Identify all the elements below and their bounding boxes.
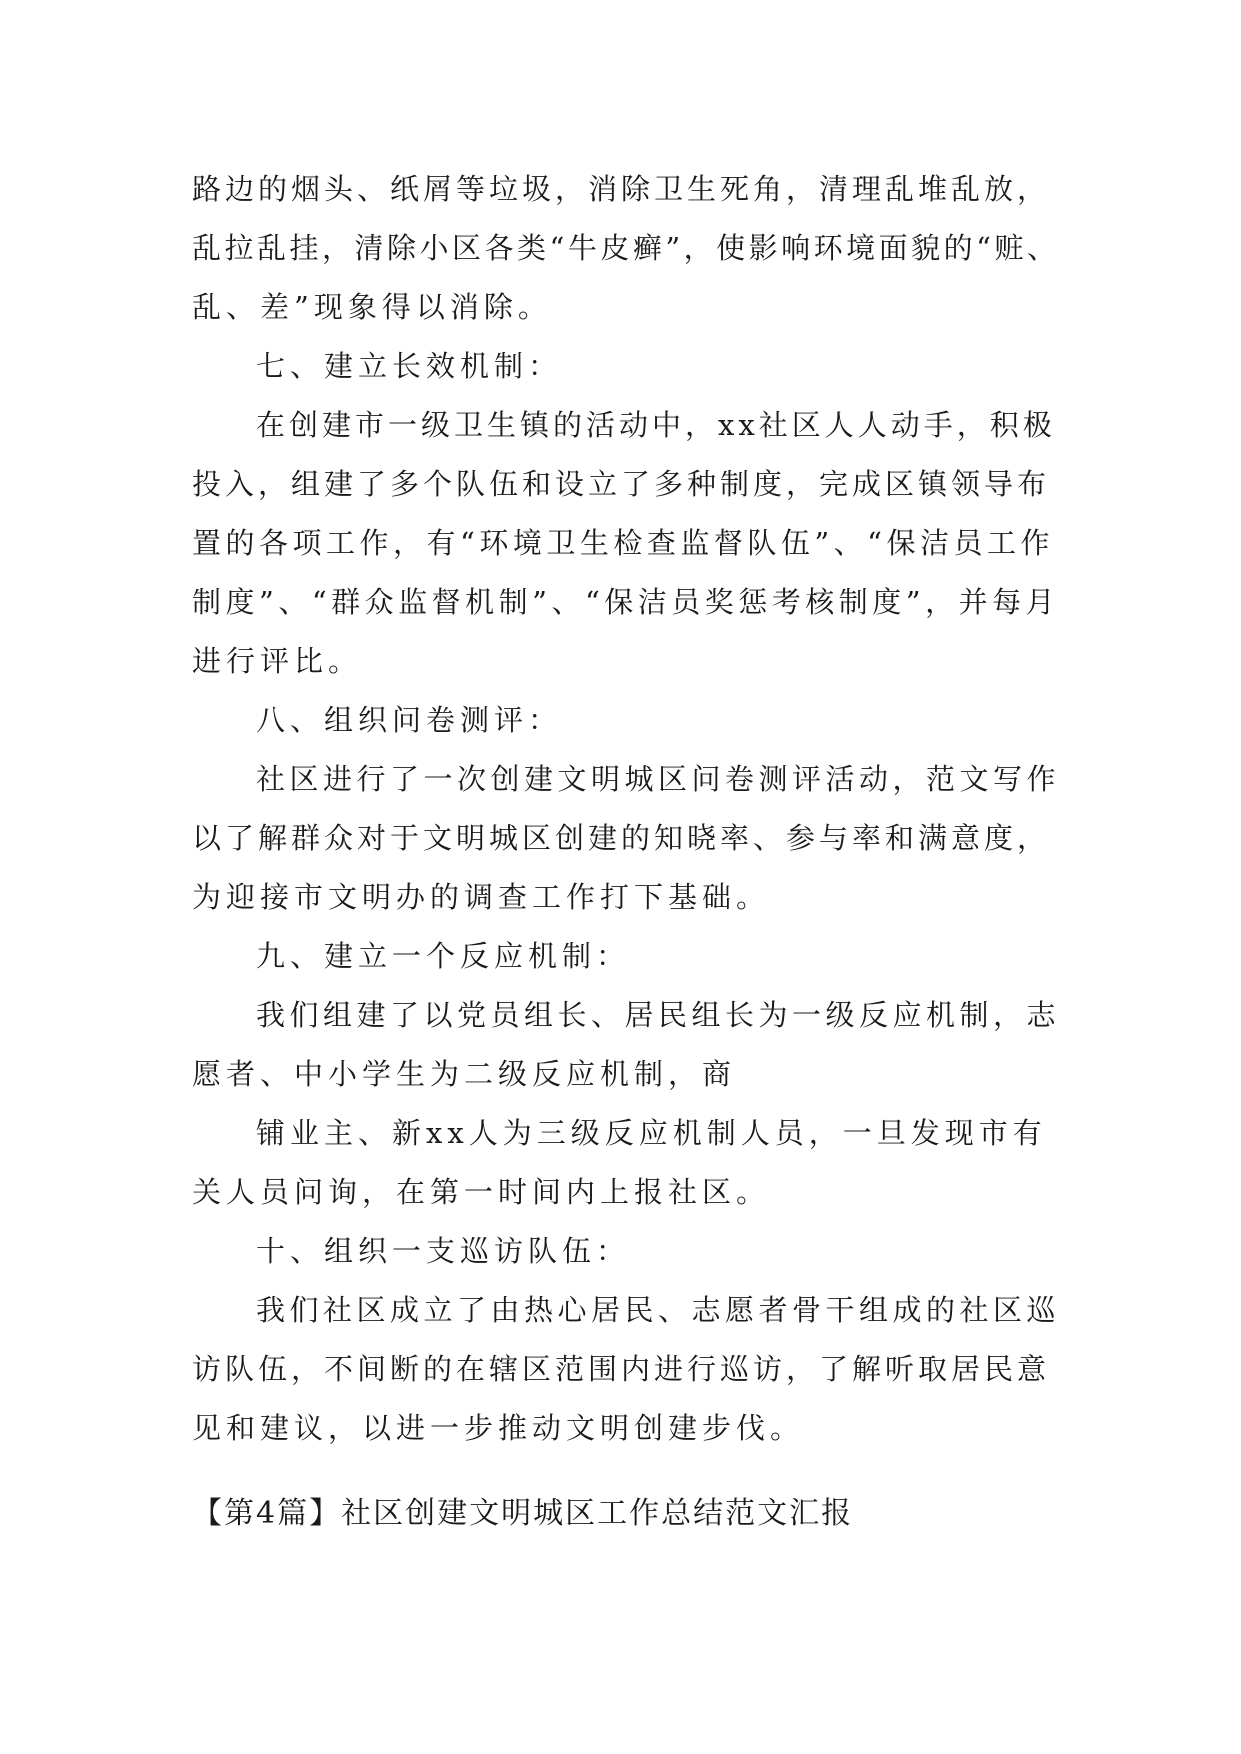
text-line: 乱拉乱挂，清除小区各类“牛皮癣”，使影响环境面貌的“赃、 <box>192 231 1060 265</box>
text-line: 进行评比。 <box>192 644 363 678</box>
text-line: 我们组建了以党员组长、居民组长为一级反应机制，志 <box>256 998 1061 1032</box>
text-line: 我们社区成立了由热心居民、志愿者骨干组成的社区巡 <box>256 1293 1061 1327</box>
text-line: 十、组织一支巡访队伍： <box>256 1234 631 1268</box>
text-line: 九、建立一个反应机制： <box>256 939 631 973</box>
text-line: 以了解群众对于文明城区创建的知晓率、参与率和满意度， <box>192 821 1051 855</box>
text-line: 制度”、“群众监督机制”、“保洁员奖惩考核制度”，并每月 <box>192 585 1060 619</box>
text-line: 投入，组建了多个队伍和设立了多种制度，完成区镇领导布 <box>192 467 1051 501</box>
text-line: 路边的烟头、纸屑等垃圾，消除卫生死角，清理乱堆乱放， <box>192 172 1051 206</box>
text-line: 乱、差”现象得以消除。 <box>192 290 552 324</box>
text-line: 社区进行了一次创建文明城区问卷测评活动，范文写作 <box>256 762 1061 796</box>
text-line: 见和建议，以进一步推动文明创建步伐。 <box>192 1411 805 1445</box>
text-line: 在创建市一级卫生镇的活动中，xx社区人人动手，积极 <box>256 408 1056 442</box>
text-line: 关人员问询，在第一时间内上报社区。 <box>192 1175 771 1209</box>
text-line: 置的各项工作，有“环境卫生检查监督队伍”、“保洁员工作 <box>192 526 1054 560</box>
text-line: 八、组织问卷测评： <box>256 703 563 737</box>
section-title: 【第4篇】社区创建文明城区工作总结范文汇报 <box>192 1496 854 1531</box>
text-line: 访队伍，不间断的在辖区范围内进行巡访，了解听取居民意 <box>192 1352 1051 1386</box>
body-text <box>192 160 1062 1458</box>
text-line: 为迎接市文明办的调查工作打下基础。 <box>192 880 771 914</box>
text-line: 七、建立长效机制： <box>256 349 563 383</box>
text-line: 铺业主、新xx人为三级反应机制人员，一旦发现市有 <box>256 1116 1047 1150</box>
text-line: 愿者、中小学生为二级反应机制，商 <box>192 1057 737 1091</box>
